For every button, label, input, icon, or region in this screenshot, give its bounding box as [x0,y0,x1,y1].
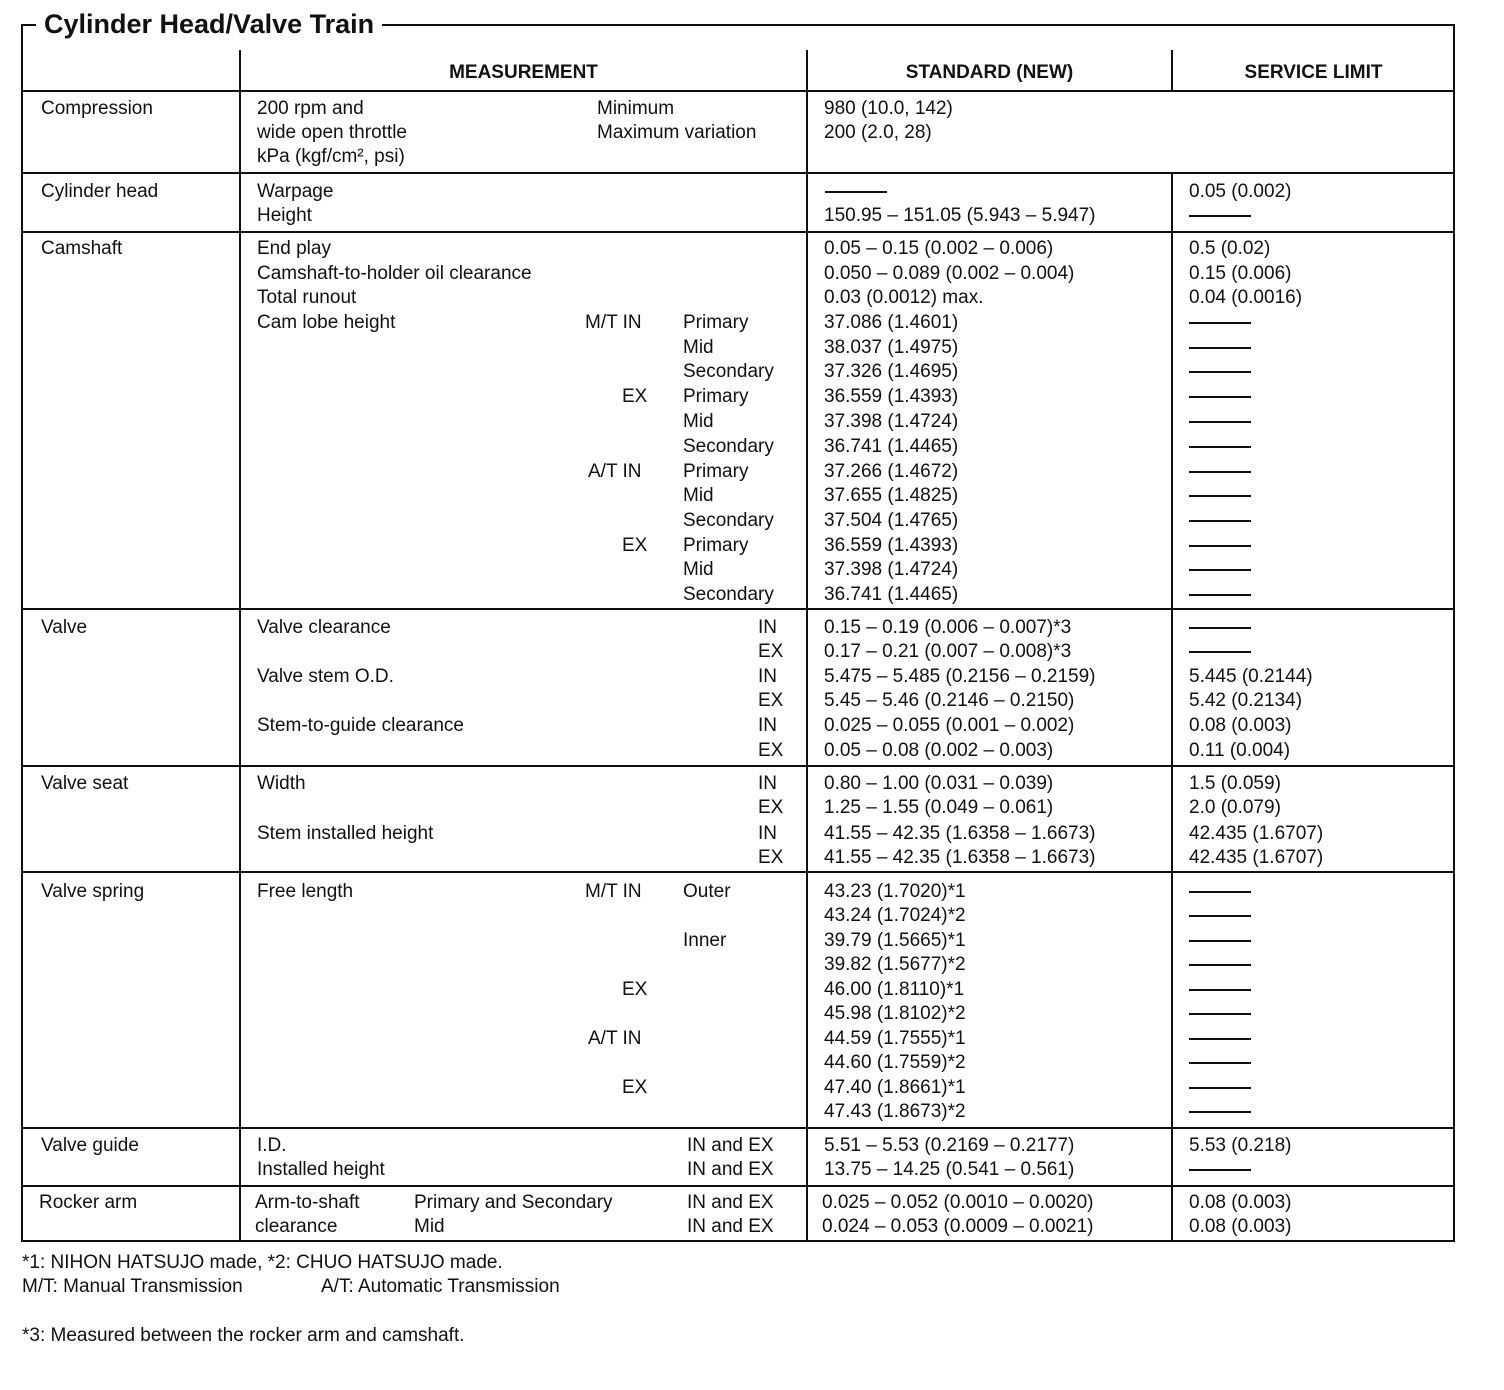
row-divider [22,231,1454,233]
standard-value: 1.25 – 1.55 (0.049 – 0.061) [824,797,1054,818]
measurement-text: Cam lobe height [257,312,396,333]
dash [1189,1062,1251,1064]
table-frame [21,24,1455,1242]
standard-value: 5.45 – 5.46 (0.2146 – 0.2150) [824,690,1075,711]
column-divider [1171,172,1173,1242]
dash [1189,520,1251,522]
limit-value: 1.5 (0.059) [1189,773,1281,794]
label-ex: EX [758,797,784,818]
label-ex: EX [622,386,648,407]
footnote-measured: *3: Measured between the rocker arm and camshaft. [22,1325,465,1346]
limit-value: 2.0 (0.079) [1189,797,1281,818]
header-divider [22,90,1454,92]
dash [1189,1169,1251,1171]
label-in-and-ex: IN and EX [687,1216,774,1237]
label-mt-in: M/T IN [585,312,642,333]
label-mt-in: M/T IN [585,881,642,902]
label-ex: EX [622,1077,648,1098]
dash [1189,1087,1251,1089]
label-in: IN [758,773,777,794]
lobe-primary: Primary [683,461,749,482]
measurement-text: Installed height [257,1159,385,1180]
dash [1189,1111,1251,1113]
dash [1189,915,1251,917]
standard-value: 0.050 – 0.089 (0.002 – 0.004) [824,263,1075,284]
measurement-text: wide open throttle [257,122,407,143]
lobe-value: 37.398 (1.4724) [824,411,959,432]
dash [825,191,887,193]
dash [1189,215,1251,217]
lobe-value: 36.559 (1.4393) [824,535,959,556]
measurement-text: Width [257,773,306,794]
limit-value: 0.5 (0.02) [1189,238,1271,259]
label-outer: Outer [683,881,731,902]
item-camshaft: Camshaft [41,238,123,259]
measurement-text: clearance [255,1216,338,1237]
lobe-value: 38.037 (1.4975) [824,337,959,358]
measurement-text: Total runout [257,287,357,308]
label-ex: EX [758,641,784,662]
measurement-unit: kPa (kgf/cm², psi) [257,146,405,167]
lobe-mid: Mid [683,337,714,358]
limit-value: 42.435 (1.6707) [1189,847,1324,868]
label-ex: EX [622,535,648,556]
standard-value: 0.80 – 1.00 (0.031 – 0.039) [824,773,1054,794]
standard-value: 0.024 – 0.053 (0.0009 – 0.0021) [822,1216,1094,1237]
lobe-value: 36.741 (1.4465) [824,436,959,457]
limit-value: 0.15 (0.006) [1189,263,1292,284]
limit-value: 0.04 (0.0016) [1189,287,1303,308]
measurement-text: Arm-to-shaft [255,1192,360,1213]
label-ex: EX [758,690,784,711]
item-valve-guide: Valve guide [41,1135,139,1156]
dash [1189,1013,1251,1015]
lobe-value: 37.655 (1.4825) [824,485,959,506]
lobe-secondary: Secondary [683,510,774,531]
standard-value: 41.55 – 42.35 (1.6358 – 1.6673) [824,847,1096,868]
header-measurement: MEASUREMENT [449,62,598,83]
spring-value: 43.24 (1.7024)*2 [824,905,966,926]
label-ex: EX [758,847,784,868]
row-divider [22,608,1454,610]
limit-value: 5.53 (0.218) [1189,1135,1292,1156]
standard-value: 980 (10.0, 142) [824,98,953,119]
label-at-in: A/T IN [588,461,642,482]
limit-value: 5.42 (0.2134) [1189,690,1303,711]
lobe-primary: Primary [683,312,749,333]
lobe-mid: Mid [683,411,714,432]
spring-value: 43.23 (1.7020)*1 [824,881,966,902]
lobe-primary: Primary [683,386,749,407]
dash [1189,891,1251,893]
dash [1189,471,1251,473]
label-in-and-ex: IN and EX [687,1192,774,1213]
header-standard: STANDARD (NEW) [905,62,1074,83]
measurement-text: 200 rpm and [257,98,364,119]
label-ex: EX [758,740,784,761]
limit-value: 0.11 (0.004) [1189,740,1291,761]
label-in: IN [758,715,777,736]
label-primary-secondary: Primary and Secondary [414,1192,613,1213]
page-title: Cylinder Head/Valve Train [36,6,382,42]
measurement-text: Maximum variation [597,122,757,143]
lobe-secondary: Secondary [683,584,774,605]
spring-value: 44.60 (1.7559)*2 [824,1052,966,1073]
lobe-value: 37.504 (1.4765) [824,510,959,531]
item-rocker-arm: Rocker arm [39,1192,138,1213]
dash [1189,396,1251,398]
label-in: IN [758,617,777,638]
measurement-text: Warpage [257,181,334,202]
spring-value: 45.98 (1.8102)*2 [824,1003,966,1024]
header-service-limit: SERVICE LIMIT [1244,62,1383,83]
lobe-secondary: Secondary [683,436,774,457]
limit-value: 0.05 (0.002) [1189,181,1292,202]
dash [1189,989,1251,991]
dash [1189,371,1251,373]
measurement-text: Stem installed height [257,823,434,844]
dash [1189,940,1251,942]
dash [1189,627,1251,629]
label-mid: Mid [414,1216,445,1237]
measurement-text: Valve clearance [257,617,391,638]
spring-value: 47.43 (1.8673)*2 [824,1101,966,1122]
label-ex: EX [622,979,648,1000]
footnote-mt: M/T: Manual Transmission [22,1276,243,1297]
spring-value: 44.59 (1.7555)*1 [824,1028,966,1049]
standard-value: 41.55 – 42.35 (1.6358 – 1.6673) [824,823,1096,844]
label-in-and-ex: IN and EX [687,1159,774,1180]
standard-value: 13.75 – 14.25 (0.541 – 0.561) [824,1159,1075,1180]
item-compression: Compression [41,98,153,119]
lobe-mid: Mid [683,559,714,580]
label-at-in: A/T IN [588,1028,642,1049]
item-valve: Valve [41,617,88,638]
label-in: IN [758,666,777,687]
measurement-text: Minimum [597,98,675,119]
row-divider [22,1185,1454,1187]
item-valve-spring: Valve spring [41,881,145,902]
lobe-value: 36.741 (1.4465) [824,584,959,605]
spring-value: 47.40 (1.8661)*1 [824,1077,966,1098]
lobe-primary: Primary [683,535,749,556]
measurement-text: End play [257,238,331,259]
dash [1189,322,1251,324]
spring-value: 39.82 (1.5677)*2 [824,954,966,975]
row-divider [22,172,1454,174]
spring-value: 39.79 (1.5665)*1 [824,930,966,951]
limit-value: 0.08 (0.003) [1189,715,1292,736]
standard-value: 5.475 – 5.485 (0.2156 – 0.2159) [824,666,1096,687]
footnote-at: A/T: Automatic Transmission [321,1276,560,1297]
lobe-secondary: Secondary [683,361,774,382]
footnote-manufacturers: *1: NIHON HATSUJO made, *2: CHUO HATSUJO made. [22,1252,503,1273]
measurement-text: Valve stem O.D. [257,666,394,687]
standard-value: 0.17 – 0.21 (0.007 – 0.008)*3 [824,641,1072,662]
row-divider [22,1127,1454,1129]
column-divider [806,50,808,1242]
dash [1189,651,1251,653]
dash [1189,347,1251,349]
label-inner: Inner [683,930,727,951]
standard-value: 200 (2.0, 28) [824,122,932,143]
label-in: IN [758,823,777,844]
lobe-value: 37.266 (1.4672) [824,461,959,482]
lobe-value: 37.398 (1.4724) [824,559,959,580]
item-cylinder-head: Cylinder head [41,181,159,202]
limit-value: 0.08 (0.003) [1189,1192,1292,1213]
standard-value: 0.05 – 0.15 (0.002 – 0.006) [824,238,1054,259]
lobe-value: 37.326 (1.4695) [824,361,959,382]
measurement-text: Free length [257,881,354,902]
dash [1189,1038,1251,1040]
measurement-text: Stem-to-guide clearance [257,715,464,736]
limit-value: 42.435 (1.6707) [1189,823,1324,844]
standard-value: 0.025 – 0.055 (0.001 – 0.002) [824,715,1075,736]
dash [1189,569,1251,571]
standard-value: 150.95 – 151.05 (5.943 – 5.947) [824,205,1096,226]
row-divider [22,871,1454,873]
item-valve-seat: Valve seat [41,773,129,794]
measurement-text: I.D. [257,1135,287,1156]
standard-value: 5.51 – 5.53 (0.2169 – 0.2177) [824,1135,1075,1156]
lobe-value: 37.086 (1.4601) [824,312,959,333]
measurement-text: Camshaft-to-holder oil clearance [257,263,532,284]
dash [1189,594,1251,596]
column-divider [239,50,241,1242]
limit-value: 5.445 (0.2144) [1189,666,1313,687]
dash [1189,421,1251,423]
dash [1189,495,1251,497]
standard-value: 0.05 – 0.08 (0.002 – 0.003) [824,740,1054,761]
standard-value: 0.15 – 0.19 (0.006 – 0.007)*3 [824,617,1072,638]
dash [1189,545,1251,547]
limit-value: 0.08 (0.003) [1189,1216,1292,1237]
dash [1189,964,1251,966]
lobe-value: 36.559 (1.4393) [824,386,959,407]
row-divider [22,765,1454,767]
standard-value: 0.03 (0.0012) max. [824,287,984,308]
dash [1189,446,1251,448]
label-in-and-ex: IN and EX [687,1135,774,1156]
standard-value: 0.025 – 0.052 (0.0010 – 0.0020) [822,1192,1094,1213]
measurement-text: Height [257,205,312,226]
spring-value: 46.00 (1.8110)*1 [824,979,965,1000]
lobe-mid: Mid [683,485,714,506]
